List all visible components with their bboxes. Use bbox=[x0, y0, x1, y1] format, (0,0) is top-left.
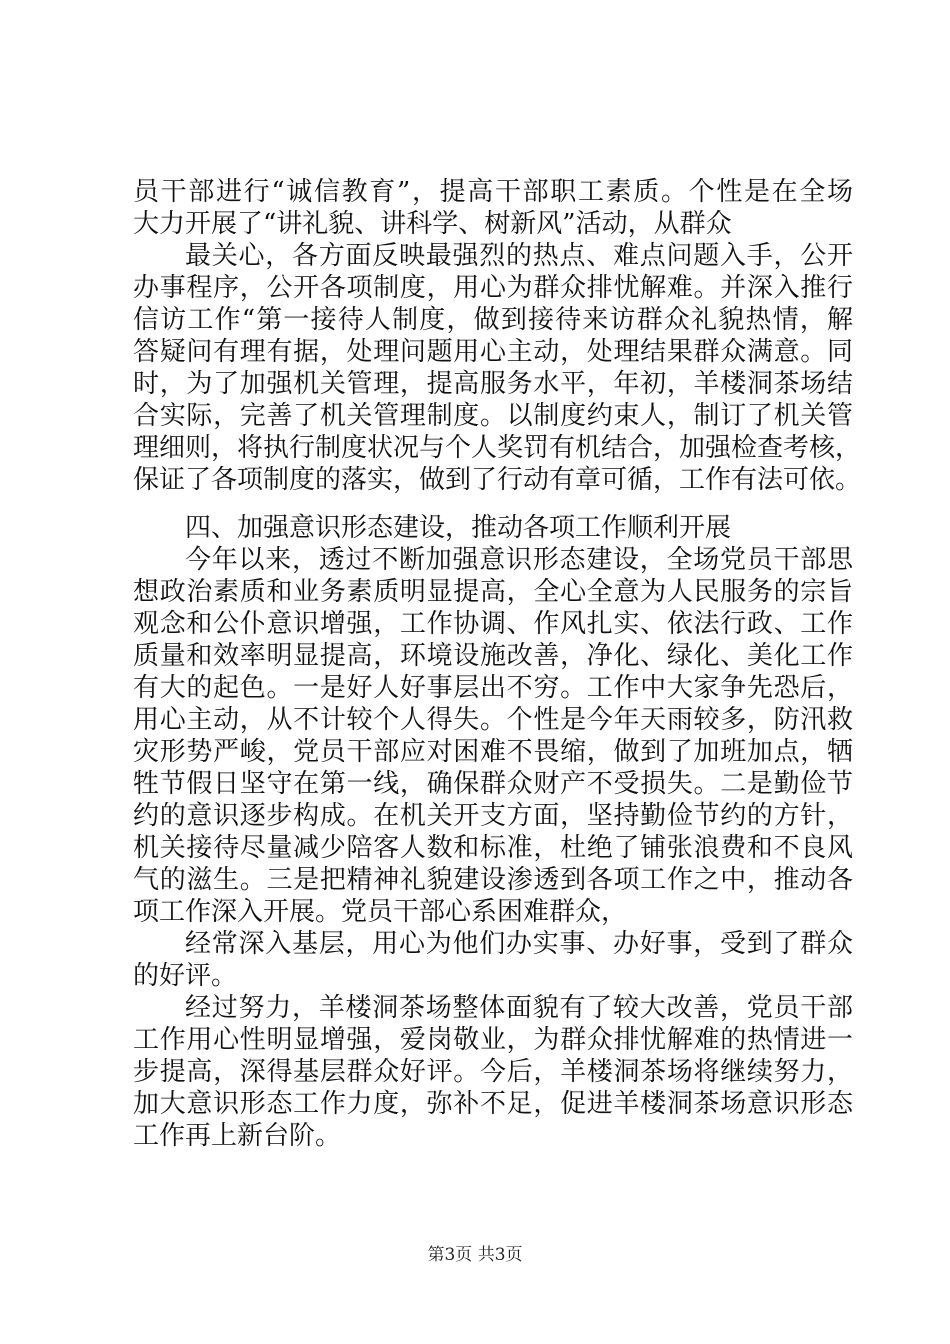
paragraph-line: 气的滋生。三是把精神礼貌建设渗透到各项工作之中，推动各 bbox=[133, 865, 853, 895]
paragraph-line: 项工作深入开展。党员干部心系困难群众， bbox=[133, 897, 628, 927]
paragraph-line: 时，为了加强机关管理，提高服务水平，年初，羊楼洞茶场结 bbox=[133, 369, 853, 399]
paragraph-line: 理细则，将执行制度状况与个人奖罚有机结合，加强检查考核， bbox=[133, 433, 862, 463]
paragraph-line: 观念和公仆意识增强，工作协调、作风扎实、依法行政、工作 bbox=[133, 609, 853, 639]
paragraph-line: 步提高，深得基层群众好评。今后，羊楼洞茶场将继续努力， bbox=[133, 1057, 853, 1087]
paragraph-line: 工作再上新台阶。 bbox=[133, 1121, 342, 1151]
section-heading: 四、加强意识形态建设，推动各项工作顺利开展 bbox=[185, 513, 732, 543]
paragraph-line: 合实际，完善了机关管理制度。以制度约束人，制订了机关管 bbox=[133, 401, 853, 431]
paragraph-line: 经过努力，羊楼洞茶场整体面貌有了较大改善，党员干部 bbox=[185, 993, 853, 1023]
paragraph-line: 约的意识逐步构成。在机关开支方面，坚持勤俭节约的方针， bbox=[133, 801, 853, 831]
paragraph-line: 办事程序，公开各项制度，用心为群众排忧解难。并深入推行 bbox=[133, 273, 853, 303]
paragraph-line: 今年以来，透过不断加强意识形态建设，全场党员干部思 bbox=[185, 545, 853, 575]
paragraph-line: 信访工作“第一接待人制度，做到接待来访群众礼貌热情，解 bbox=[133, 305, 853, 335]
paragraph-line: 工作用心性明显增强，爱岗敬业，为群众排忧解难的热情进一 bbox=[133, 1025, 853, 1055]
paragraph-line: 答疑问有理有据，处理问题用心主动，处理结果群众满意。同 bbox=[133, 337, 853, 367]
paragraph-line: 质量和效率明显提高，环境设施改善，净化、绿化、美化工作 bbox=[133, 641, 853, 671]
paragraph-line: 机关接待尽量减少陪客人数和标准，杜绝了铺张浪费和不良风 bbox=[133, 833, 853, 863]
paragraph-line: 保证了各项制度的落实，做到了行动有章可循，工作有法可依。 bbox=[133, 465, 862, 495]
paragraph-line: 员干部进行“诚信教育”，提高干部职工素质。个性是在全场 bbox=[133, 177, 853, 207]
paragraph-line: 的好评。 bbox=[133, 961, 238, 991]
paragraph-line: 加大意识形态工作力度，弥补不足，促进羊楼洞茶场意识形态 bbox=[133, 1089, 853, 1119]
paragraph-line: 用心主动，从不计较个人得失。个性是今年天雨较多，防汛救 bbox=[133, 705, 853, 735]
paragraph-line: 经常深入基层，用心为他们办实事、办好事，受到了群众 bbox=[185, 929, 853, 959]
paragraph-line: 灾形势严峻，党员干部应对困难不畏缩，做到了加班加点，牺 bbox=[133, 737, 853, 767]
paragraph-line: 大力开展了“讲礼貌、讲科学、树新风”活动，从群众 bbox=[133, 209, 732, 239]
paragraph-line: 牲节假日坚守在第一线，确保群众财产不受损失。二是勤俭节 bbox=[133, 769, 853, 799]
paragraph-line: 最关心，各方面反映最强烈的热点、难点问题入手，公开 bbox=[185, 241, 853, 271]
paragraph-line: 有大的起色。一是好人好事层出不穷。工作中大家争先恐后， bbox=[133, 673, 853, 703]
page-number-footer: 第3页 共3页 bbox=[427, 1245, 523, 1265]
paragraph-line: 想政治素质和业务素质明显提高，全心全意为人民服务的宗旨 bbox=[133, 577, 853, 607]
